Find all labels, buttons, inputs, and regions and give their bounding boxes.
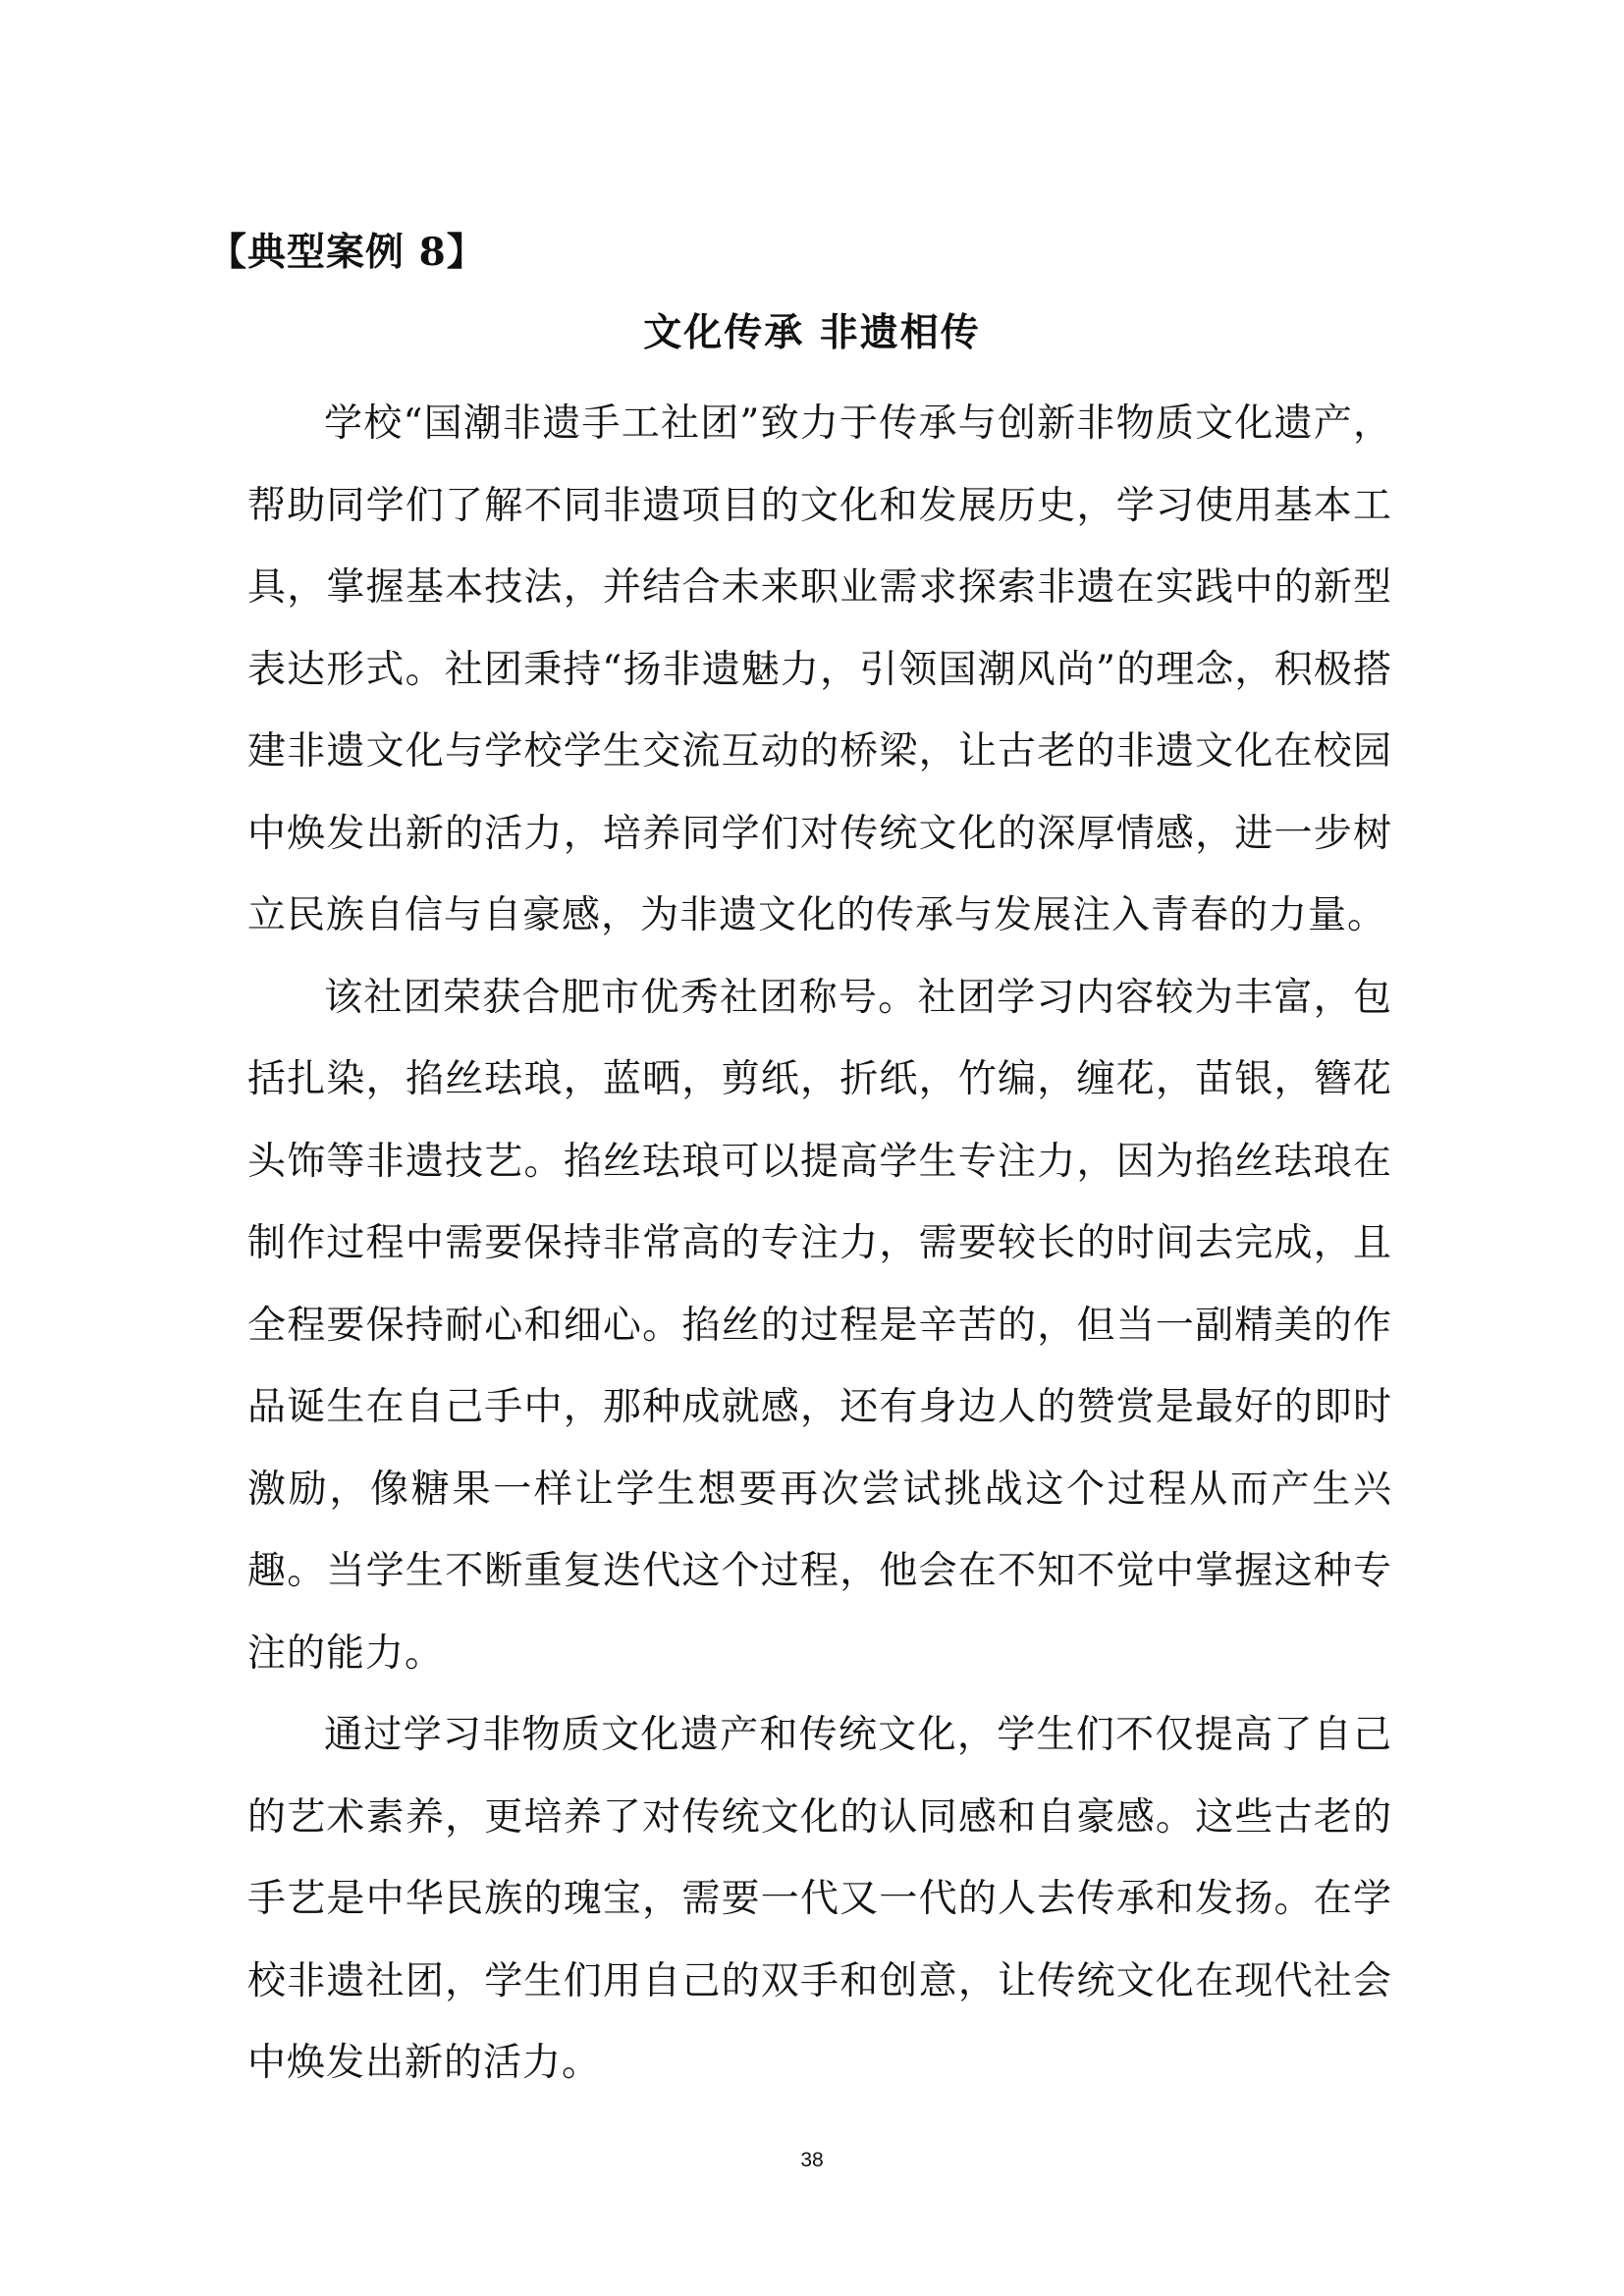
document-title: 文化传承 非遗相传 [643,310,981,355]
page-number: 38 [800,2149,824,2171]
paragraph-3: 通过学习非物质文化遗产和传统文化，学生们不仅提高了自己的艺术素养，更培养了对传统文化的认同感和自豪感。这些古老的手艺是中华民族的瑰宝，需要一代又一代的人去传承和发扬。在学校非遗社团，学生们用自己的双手和创意，让传统文化在现代社会中焕发出新的活力。 [247,1713,1392,2085]
case-label: 【典型案例 8】 [208,230,486,275]
paragraph-1: 学校“国潮非遗手工社团”致力于传承与创新非物质文化遗产，帮助同学们了解不同非遗项目的文化和发展历史，学习使用基本工具，掌握基本技法，并结合未来职业需求探索非遗在实践中的新型表达形式。社团秉持“扬非遗魅力，引领国潮风尚”的理念，积极搭建非遗文化与学校学生交流互动的桥梁，让古老的非遗文化在校园中焕发出新的活力，培养同学们对传统文化的深厚情感，进一步树立民族自信与自豪感，为非遗文化的传承与发展注入青春的力量。 [247,401,1392,937]
body-text [247,383,1392,2105]
paragraph-2: 该社团荣获合肥市优秀社团称号。社团学习内容较为丰富，包括扎染，掐丝珐琅，蓝晒，剪纸，折纸，竹编，缠花，苗银，簪花头饰等非遗技艺。掐丝珐琅可以提高学生专注力，因为掐丝珐琅在制作过程中需要保持非常高的专注力，需要较长的时间去完成，且全程要保持耐心和细心。掐丝的过程是辛苦的，但当一副精美的作品诞生在自己手中，那种成就感，还有身边人的赞赏是最好的即时激励，像糖果一样让学生想要再次尝试挑战这个过程从而产生兴趣。当学生不断重复迭代这个过程，他会在不知不觉中掌握这种专注的能力。 [247,975,1392,1676]
